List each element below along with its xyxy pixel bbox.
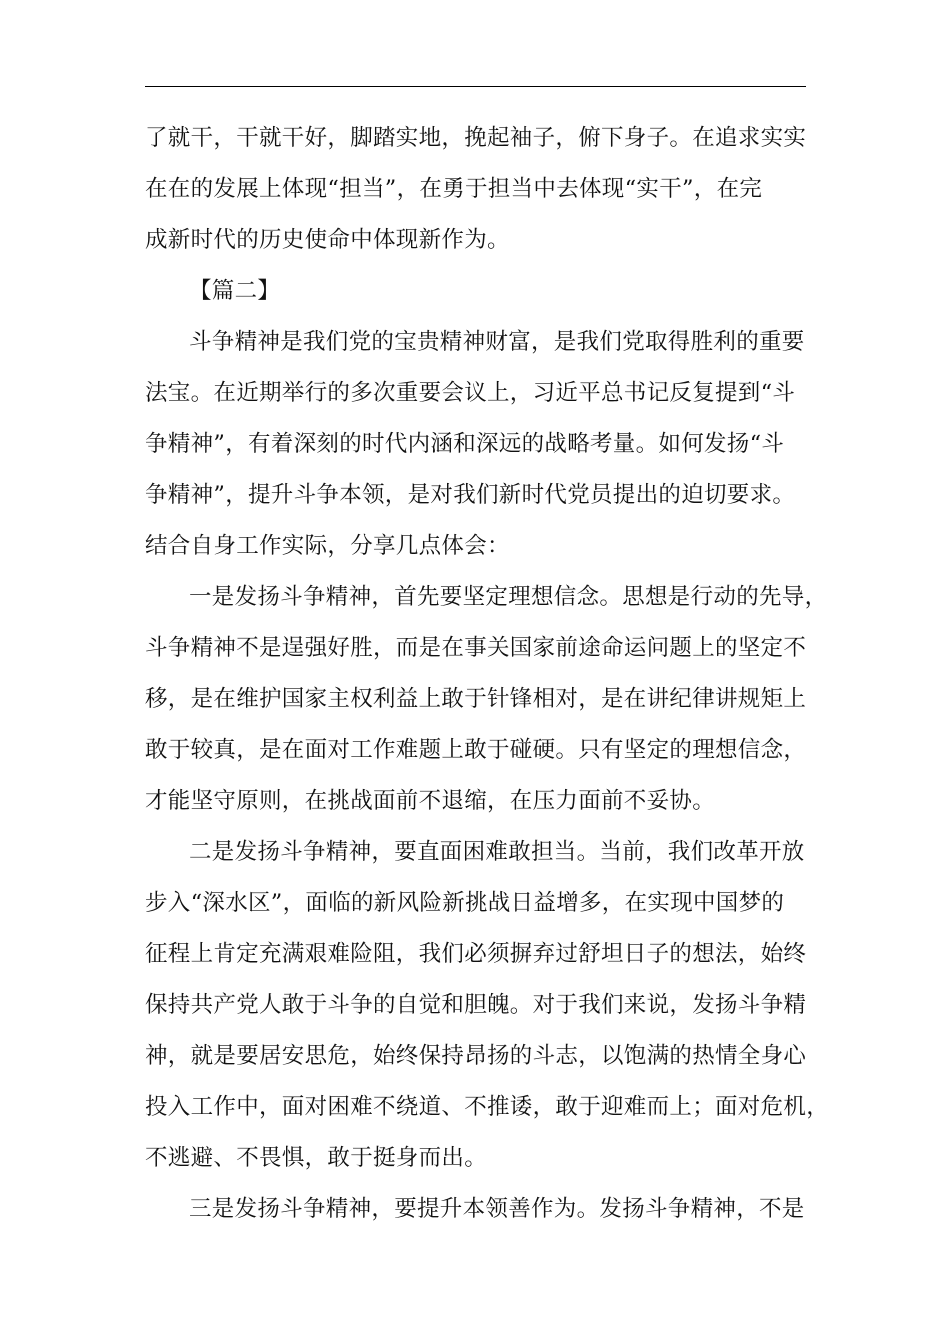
section-heading: 【篇二】: [189, 278, 281, 304]
paragraph-line: 二是发扬斗争精神，要直面困难敢担当。当前，我们改革开放: [189, 839, 805, 865]
paragraph-line: 步入“深水区”，面临的新风险新挑战日益增多，在实现中国梦的: [145, 890, 785, 916]
paragraph-line: 不逃避、不畏惧，敢于挺身而出。: [145, 1145, 488, 1171]
paragraph-line: 争精神”，有着深刻的时代内涵和深远的战略考量。如何发扬“斗: [145, 431, 785, 457]
paragraph-line: 斗争精神不是逞强好胜，而是在事关国家前途命运问题上的坚定不: [145, 635, 807, 661]
paragraph-line: 了就干，干就干好，脚踏实地，挽起袖子，俯下身子。在追求实实: [145, 125, 807, 151]
paragraph-line: 保持共产党人敢于斗争的自觉和胆魄。对于我们来说，发扬斗争精: [145, 992, 807, 1018]
paragraph-line: 结合自身工作实际，分享几点体会：: [145, 533, 510, 559]
paragraph-line: 在在的发展上体现“担当”，在勇于担当中去体现“实干”，在完: [145, 176, 763, 202]
paragraph-line: 三是发扬斗争精神，要提升本领善作为。发扬斗争精神，不是: [189, 1196, 805, 1222]
paragraph-line: 投入工作中，面对困难不绕道、不推诿，敢于迎难而上；面对危机，: [145, 1094, 830, 1120]
paragraph-line: 争精神”，提升斗争本领，是对我们新时代党员提出的迫切要求。: [145, 482, 796, 508]
paragraph-line: 成新时代的历史使命中体现新作为。: [145, 227, 510, 253]
paragraph-line: 敢于较真，是在面对工作难题上敢于碰硬。只有坚定的理想信念，: [145, 737, 807, 763]
paragraph-line: 征程上肯定充满艰难险阻，我们必须摒弃过舒坦日子的想法，始终: [145, 941, 807, 967]
paragraph-line: 移，是在维护国家主权利益上敢于针锋相对，是在讲纪律讲规矩上: [145, 686, 807, 712]
paragraph-line: 才能坚守原则，在挑战面前不退缩，在压力面前不妥协。: [145, 788, 716, 814]
paragraph-line: 法宝。在近期举行的多次重要会议上，习近平总书记反复提到“斗: [145, 380, 796, 406]
paragraph-line: 神，就是要居安思危，始终保持昂扬的斗志，以饱满的热情全身心: [145, 1043, 807, 1069]
header-rule: [145, 86, 806, 87]
paragraph-line: 斗争精神是我们党的宝贵精神财富，是我们党取得胜利的重要: [189, 329, 805, 355]
paragraph-line: 一是发扬斗争精神，首先要坚定理想信念。思想是行动的先导，: [189, 584, 828, 610]
